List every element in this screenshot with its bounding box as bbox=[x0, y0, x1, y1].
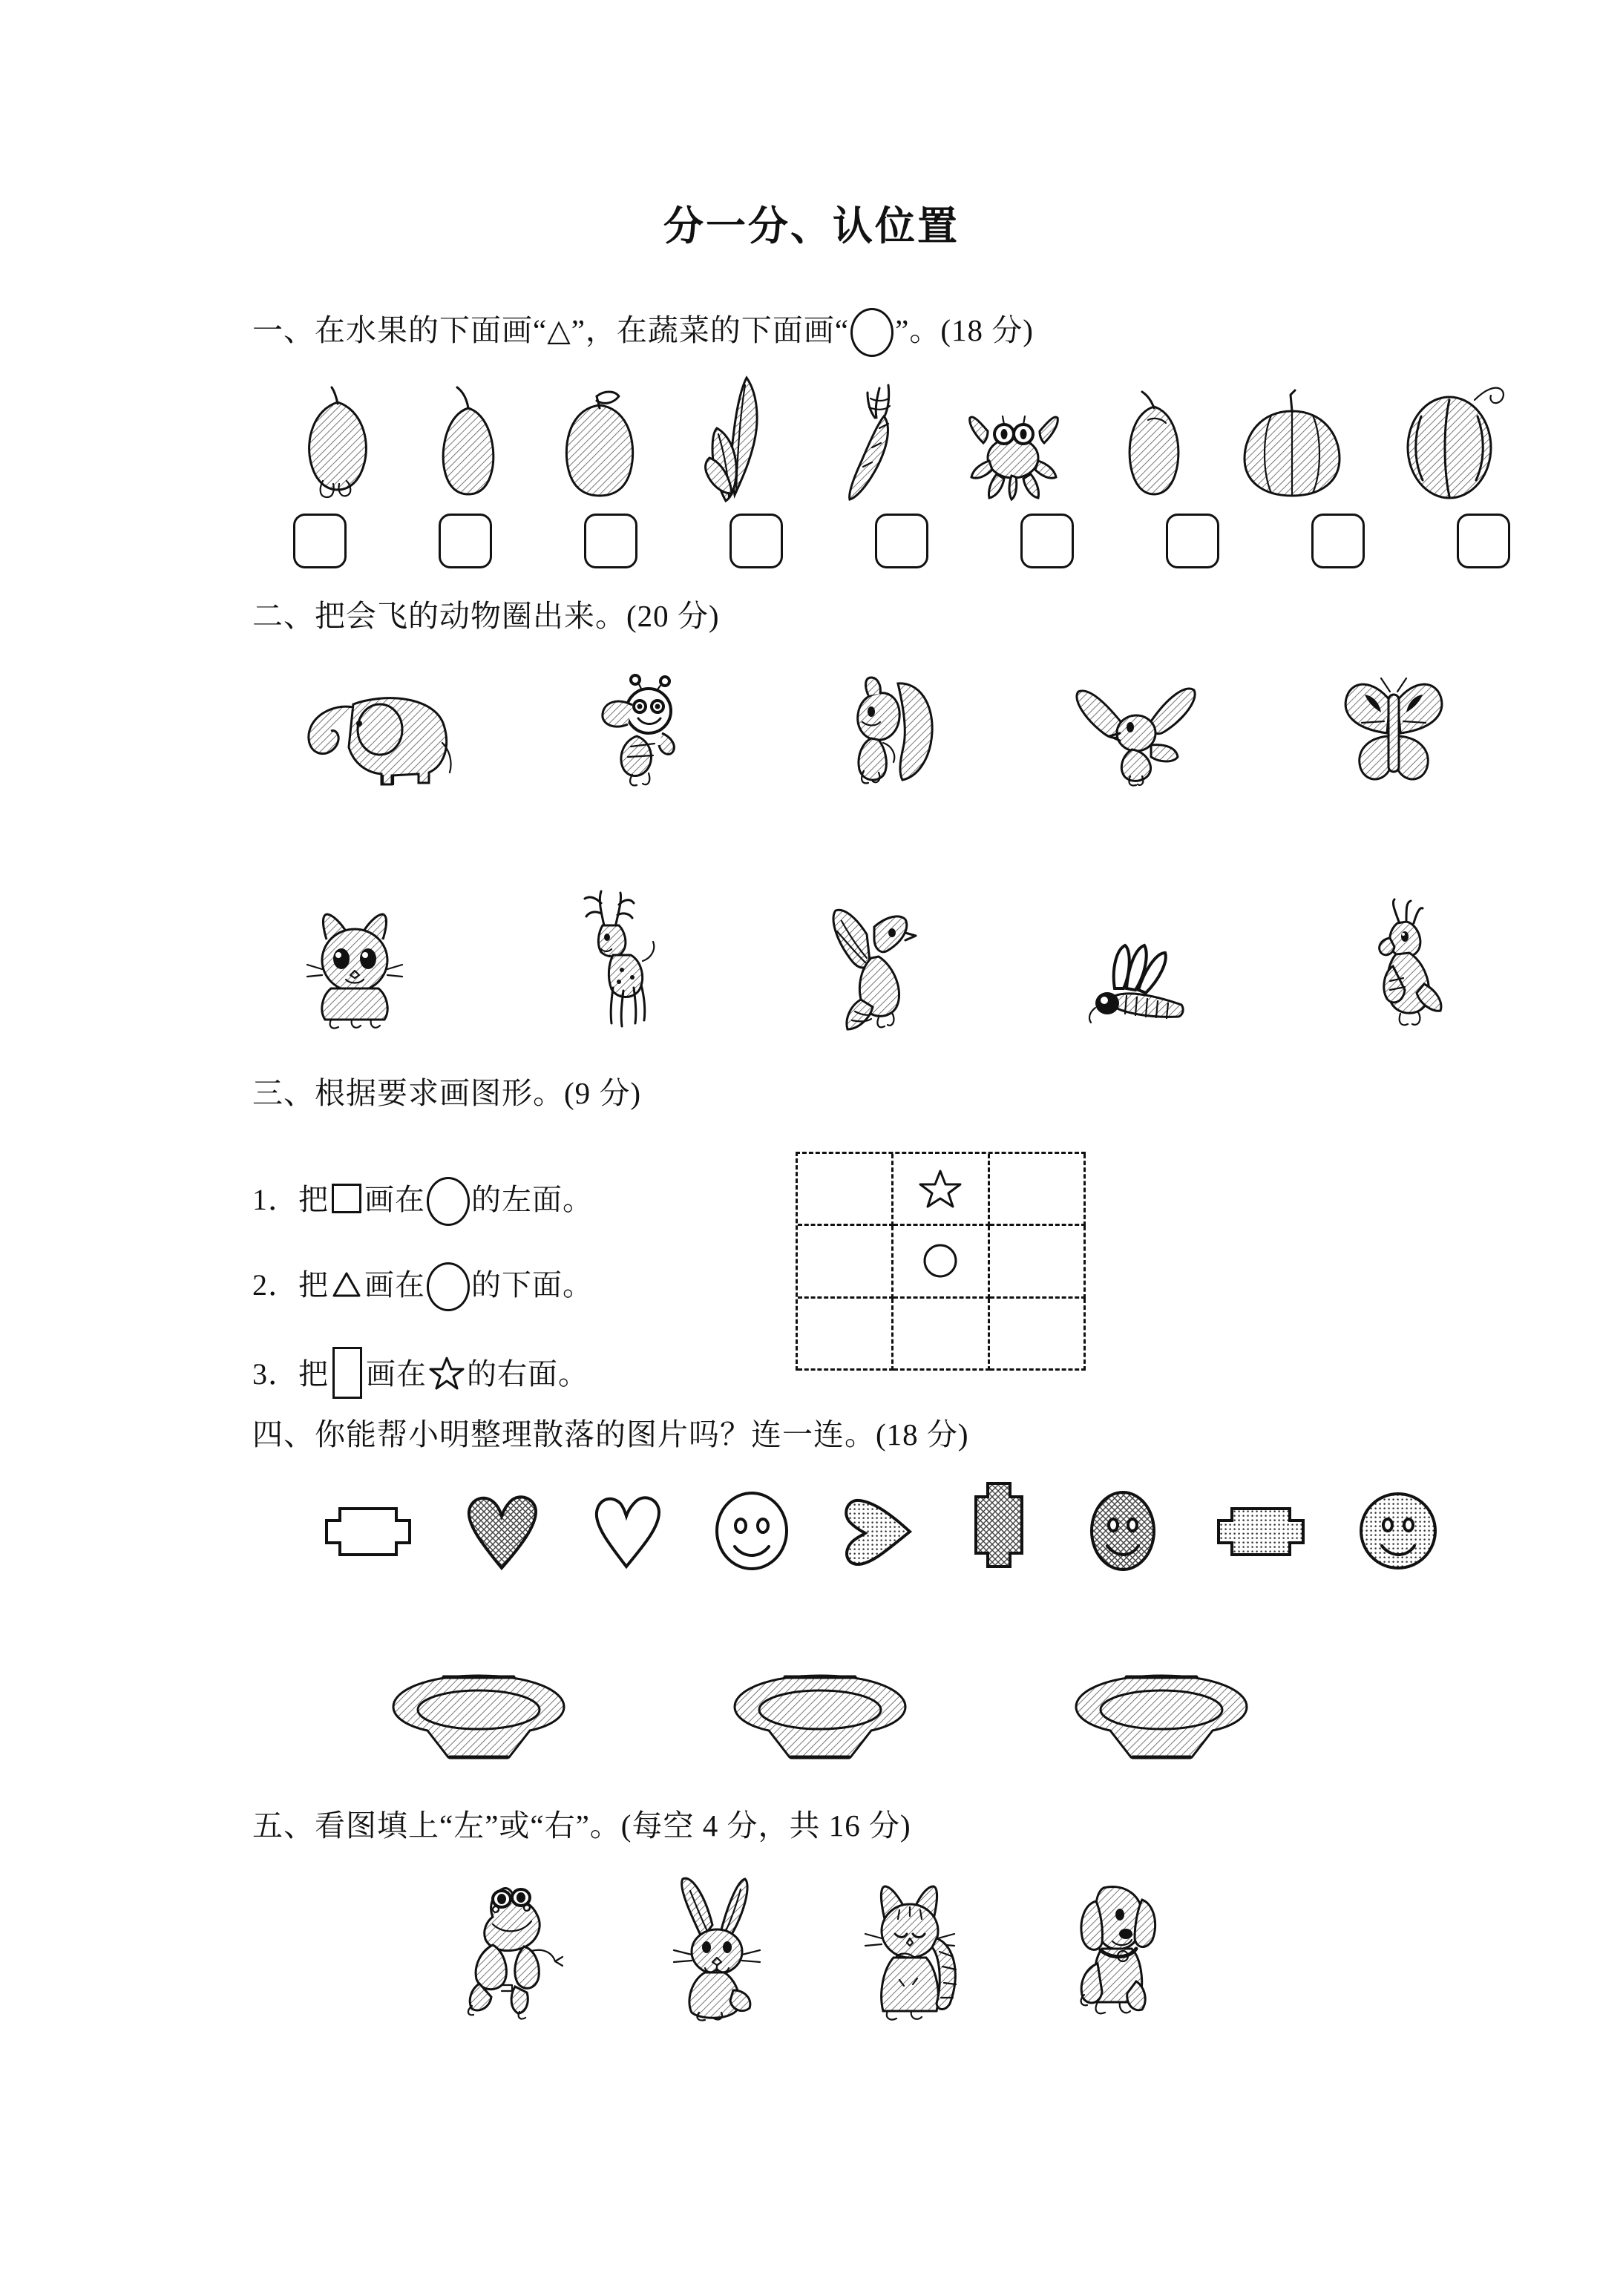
answer-box[interactable] bbox=[439, 514, 492, 568]
answer-box[interactable] bbox=[1311, 514, 1365, 568]
rectangle-icon bbox=[332, 1347, 362, 1399]
q1-text-after: ”。(18 分) bbox=[895, 313, 1034, 347]
q3-number: 三、 bbox=[252, 1076, 315, 1110]
pumpkin-icon bbox=[1239, 386, 1346, 505]
cross-outline-icon[interactable] bbox=[319, 1497, 416, 1565]
pear-icon bbox=[427, 386, 509, 505]
bee-icon[interactable] bbox=[591, 675, 702, 787]
q2-animal-row-1 bbox=[297, 672, 1455, 787]
heart-rotated-icon[interactable] bbox=[840, 1490, 918, 1572]
q3-item-3 bbox=[252, 1347, 588, 1399]
square-icon bbox=[332, 1184, 361, 1213]
star-icon bbox=[919, 1168, 962, 1210]
q4-number: 四、 bbox=[252, 1417, 315, 1452]
circle-icon bbox=[850, 308, 894, 357]
circle-icon bbox=[427, 1177, 470, 1226]
q4-plate-row bbox=[378, 1670, 1262, 1762]
grid-cell-2-2[interactable] bbox=[990, 1299, 1086, 1371]
dragonfly-icon[interactable] bbox=[1073, 935, 1207, 1031]
question-5-heading bbox=[252, 1807, 911, 1845]
q3-item-3-pre: 把 bbox=[298, 1357, 329, 1391]
grid-cell-0-2[interactable] bbox=[990, 1154, 1086, 1226]
answer-box[interactable] bbox=[1457, 514, 1510, 568]
q3-item-1-pre: 把 bbox=[298, 1183, 329, 1216]
q3-grid bbox=[796, 1152, 1086, 1371]
q3-item-1 bbox=[252, 1176, 593, 1226]
q2-text: 把会飞的动物圈出来。(20 分) bbox=[315, 599, 720, 633]
q3-text: 根据要求画图形。(9 分) bbox=[315, 1076, 642, 1110]
q3-item-2-post: 的下面。 bbox=[471, 1268, 593, 1302]
persimmon-icon bbox=[1112, 386, 1194, 505]
parrot-icon[interactable] bbox=[1347, 898, 1455, 1031]
cat-sitting-icon[interactable] bbox=[855, 1870, 981, 2022]
q3-item-3-number: 3． bbox=[252, 1357, 298, 1391]
rabbit-icon[interactable] bbox=[659, 1870, 778, 2022]
crab-icon bbox=[960, 390, 1067, 505]
frog-icon[interactable] bbox=[460, 1874, 583, 2022]
smiley-outline-icon[interactable] bbox=[711, 1490, 793, 1572]
q3-item-1-mid: 画在 bbox=[364, 1183, 425, 1216]
smiley-filled-b-icon[interactable] bbox=[1357, 1489, 1440, 1572]
q1-answer-box-row bbox=[293, 514, 1510, 568]
squirrel-icon[interactable] bbox=[830, 672, 941, 787]
q3-item-2 bbox=[252, 1262, 593, 1311]
answer-box[interactable] bbox=[1166, 514, 1219, 568]
q1-picture-row bbox=[293, 371, 1510, 505]
answer-box[interactable] bbox=[1020, 514, 1074, 568]
apple-icon bbox=[554, 386, 646, 505]
butterfly-icon[interactable] bbox=[1332, 675, 1455, 787]
cat-icon[interactable] bbox=[297, 905, 419, 1031]
plate-icon[interactable] bbox=[378, 1670, 579, 1762]
q4-shape-row bbox=[319, 1488, 1440, 1573]
question-4-heading bbox=[252, 1416, 969, 1454]
grid-cell-2-1[interactable] bbox=[894, 1299, 989, 1371]
q3-item-1-post: 的左面。 bbox=[471, 1183, 593, 1216]
triangle-icon bbox=[332, 1271, 361, 1298]
q3-item-3-post: 的右面。 bbox=[467, 1357, 588, 1391]
plate-icon[interactable] bbox=[1061, 1670, 1262, 1762]
grid-cell-2-0[interactable] bbox=[798, 1299, 894, 1371]
answer-box[interactable] bbox=[584, 514, 637, 568]
q2-animal-row-2 bbox=[297, 887, 1455, 1031]
q4-text: 你能帮小明整理散落的图片吗？连一连。(18 分) bbox=[315, 1417, 969, 1452]
plate-icon[interactable] bbox=[720, 1670, 920, 1762]
question-3-heading bbox=[252, 1075, 641, 1112]
circle-icon bbox=[922, 1243, 958, 1279]
deer-icon[interactable] bbox=[560, 887, 675, 1031]
peach-icon bbox=[293, 386, 382, 505]
heart-filled-icon[interactable] bbox=[463, 1491, 541, 1571]
star-icon bbox=[430, 1356, 464, 1390]
q3-item-1-number: 1． bbox=[252, 1183, 298, 1216]
question-2-heading bbox=[252, 597, 720, 635]
cross-filled-icon[interactable] bbox=[1211, 1497, 1309, 1565]
grid-cell-0-0[interactable] bbox=[798, 1154, 894, 1226]
heart-outline-icon[interactable] bbox=[589, 1492, 663, 1570]
grid-cell-1-2[interactable] bbox=[990, 1226, 1086, 1298]
watermelon-icon bbox=[1391, 375, 1510, 505]
q5-animal-row bbox=[460, 1870, 1173, 2022]
dog-icon[interactable] bbox=[1058, 1870, 1173, 2022]
carrot-icon bbox=[833, 382, 915, 505]
elephant-icon[interactable] bbox=[297, 679, 464, 787]
answer-box[interactable] bbox=[729, 514, 783, 568]
cross-rotated-icon[interactable] bbox=[965, 1482, 1034, 1580]
dove-icon[interactable] bbox=[815, 902, 934, 1031]
q5-number: 五、 bbox=[252, 1808, 315, 1843]
bird-icon[interactable] bbox=[1068, 675, 1205, 787]
q5-text: 看图填上“左”或“右”。(每空 4 分，共 16 分) bbox=[315, 1808, 911, 1843]
grid-cell-1-1[interactable] bbox=[894, 1226, 989, 1298]
answer-box[interactable] bbox=[293, 514, 347, 568]
q3-item-2-pre: 把 bbox=[298, 1268, 329, 1302]
page-title: 分一分、认位置 bbox=[663, 203, 960, 249]
grid-cell-1-0[interactable] bbox=[798, 1226, 894, 1298]
q2-number: 二、 bbox=[252, 599, 315, 633]
q3-item-3-mid: 画在 bbox=[366, 1357, 427, 1391]
q1-number: 一、 bbox=[252, 313, 315, 347]
greens-icon bbox=[692, 375, 788, 505]
q3-item-2-mid: 画在 bbox=[364, 1268, 425, 1302]
smiley-filled-a-icon[interactable] bbox=[1082, 1489, 1164, 1572]
question-1-heading bbox=[252, 308, 1034, 357]
answer-box[interactable] bbox=[875, 514, 928, 568]
q3-item-2-number: 2． bbox=[252, 1268, 298, 1302]
grid-cell-0-1[interactable] bbox=[894, 1154, 989, 1226]
circle-icon bbox=[427, 1262, 470, 1311]
q1-text-before: 在水果的下面画“△”，在蔬菜的下面画“ bbox=[315, 313, 850, 347]
